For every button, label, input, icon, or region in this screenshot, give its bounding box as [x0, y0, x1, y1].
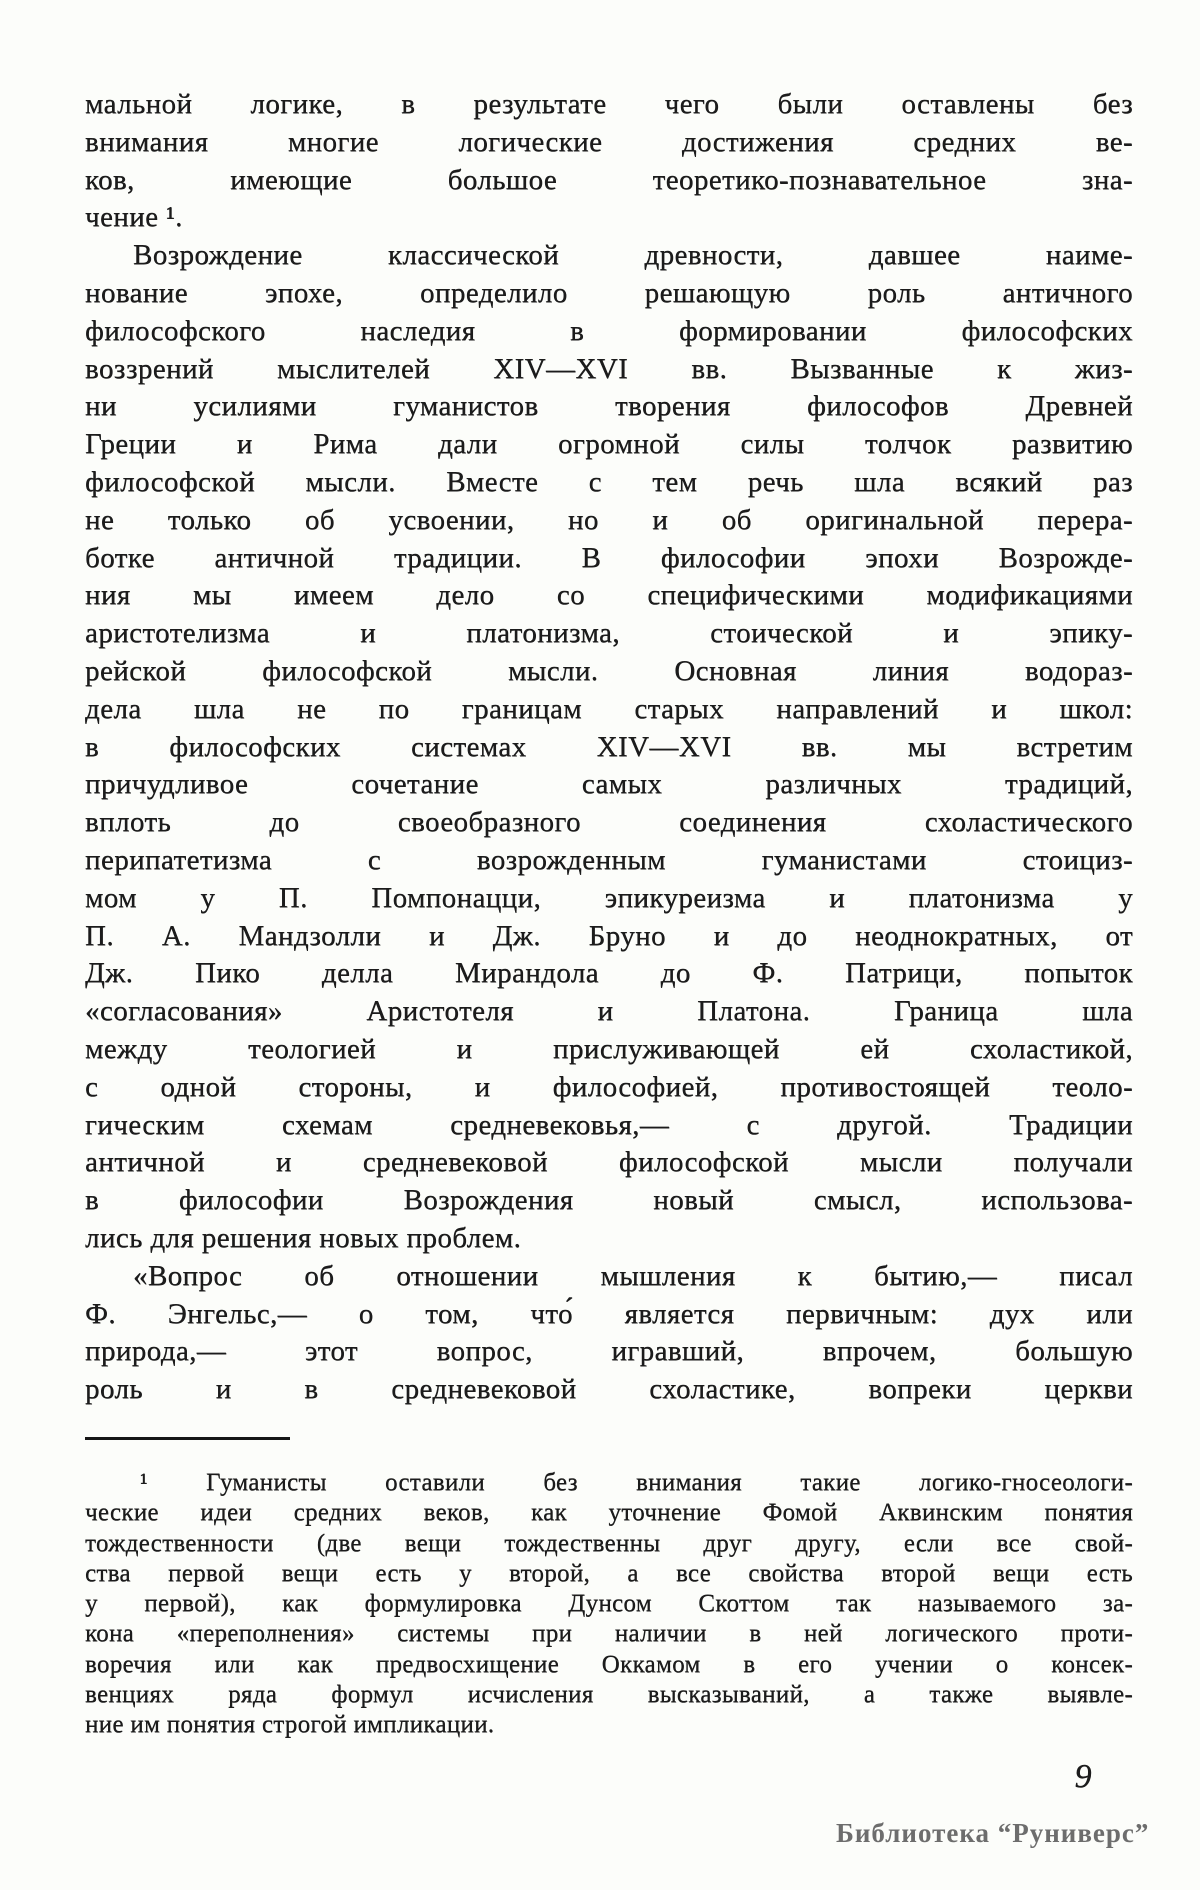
body-text [85, 86, 1133, 1409]
text-line: тождественности (две вещи тождественны друг другу, если все свой- [85, 1529, 1133, 1557]
text-line: лись для решения новых проблем. [85, 1221, 522, 1254]
text-line: Греции и Рима дали огромной силы толчок развитию [85, 428, 1133, 461]
text-line: не только об усвоении, но и об оригинальной перера- [85, 503, 1133, 536]
text-line: в философских системах XIV—XVI вв. мы встретим [85, 730, 1133, 763]
text-line: мальной логике, в результате чего были оставлены без [85, 88, 1133, 120]
text-line: в философии Возрождения новый смысл, использова- [85, 1184, 1133, 1217]
text-line: ни усилиями гуманистов творения философов Древней [85, 390, 1133, 423]
text-line: причудливое сочетание самых различных традиций, [85, 768, 1133, 801]
text-line: чение ¹. [85, 201, 183, 234]
footnote-text [85, 1468, 1133, 1741]
text-line: перипатетизма с возрожденным гуманистами стоициз- [85, 843, 1133, 876]
text-line: у первой), как формулировка Дунсом Скоттом так называемого за- [85, 1590, 1133, 1618]
text-line: ние им понятия строгой импликации. [85, 1711, 495, 1739]
text-line: античной и средневековой философской мысли получали [85, 1146, 1133, 1179]
text-line: ков, имеющие большое теоретико-познавательное зна- [85, 163, 1133, 196]
footnote [85, 1437, 1133, 1741]
text-line: между теологией и прислуживающей ей схоластикой, [85, 1032, 1133, 1065]
text-line: Возрождение классической древности, давшее наиме- [133, 239, 1133, 272]
footnote-separator [85, 1437, 290, 1440]
paragraph [85, 86, 1133, 237]
text-line: Ф. Энгельс,— о том, что́ является первичным: дух или [85, 1297, 1133, 1330]
text-line: П. А. Мандзолли и Дж. Бруно и до неоднократных, от [85, 919, 1133, 952]
paragraph [85, 1258, 1133, 1409]
text-line: венциях ряда формул исчисления высказываний, а также выявле- [85, 1681, 1133, 1709]
text-line: дела шла не по границам старых направлений и школ: [85, 692, 1133, 725]
text-line: гическим схемам средневековья,— с другой. Традиции [85, 1108, 1133, 1141]
text-line: ческие идеи средних веков, как уточнение Фомой Аквинским понятия [85, 1499, 1133, 1527]
library-watermark: Библиотека “Руниверс” [836, 1818, 1150, 1848]
text-line: ства первой вещи есть у второй, а все свойства второй вещи есть [85, 1559, 1133, 1587]
text-line: мом у П. Помпонацци, эпикуреизма и платонизма у [85, 881, 1133, 914]
text-line: с одной стороны, и философией, противостоящей теоло- [85, 1070, 1133, 1103]
text-line: ния мы имеем дело со специфическими модификациями [85, 579, 1133, 612]
text-line: философского наследия в формировании философских [85, 314, 1133, 347]
text-line: ботке античной традиции. В философии эпохи Возрожде- [85, 541, 1133, 574]
text-line: внимания многие логические достижения средних ве- [85, 125, 1133, 158]
paragraph [85, 237, 1133, 1258]
text-line: воречия или как предвосхищение Оккамом в его учении о консек- [85, 1650, 1133, 1678]
text-line: «Вопрос об отношении мышления к бытию,— писал [133, 1259, 1133, 1292]
text-line: кона «переполнения» системы при наличии в ней логического проти- [85, 1620, 1133, 1648]
text-line: рейской философской мысли. Основная линия водораз- [85, 654, 1133, 687]
text-line: природа,— этот вопрос, игравший, впрочем, большую [85, 1335, 1133, 1368]
text-line: аристотелизма и платонизма, стоической и эпику- [85, 617, 1133, 650]
paragraph [85, 1468, 1133, 1741]
text-line: воззрений мыслителей XIV—XVI вв. Вызванные к жиз- [85, 352, 1133, 385]
text-line: философской мысли. Вместе с тем речь шла всякий раз [85, 465, 1133, 498]
text-line: вплоть до своеобразного соединения схоластического [85, 806, 1133, 839]
page-number: 9 [1074, 1758, 1092, 1795]
text-line: «согласования» Аристотеля и Платона. Граница шла [85, 995, 1133, 1028]
text-line: роль и в средневековой схоластике, вопреки церкви [85, 1373, 1133, 1406]
text-line: Дж. Пико делла Мирандола до Ф. Патрици, попыток [85, 957, 1133, 990]
text-line: нование эпохе, определило решающую роль античного [85, 276, 1133, 309]
text-line: ¹ Гуманисты оставили без внимания такие логико-гносеологи- [140, 1469, 1133, 1496]
